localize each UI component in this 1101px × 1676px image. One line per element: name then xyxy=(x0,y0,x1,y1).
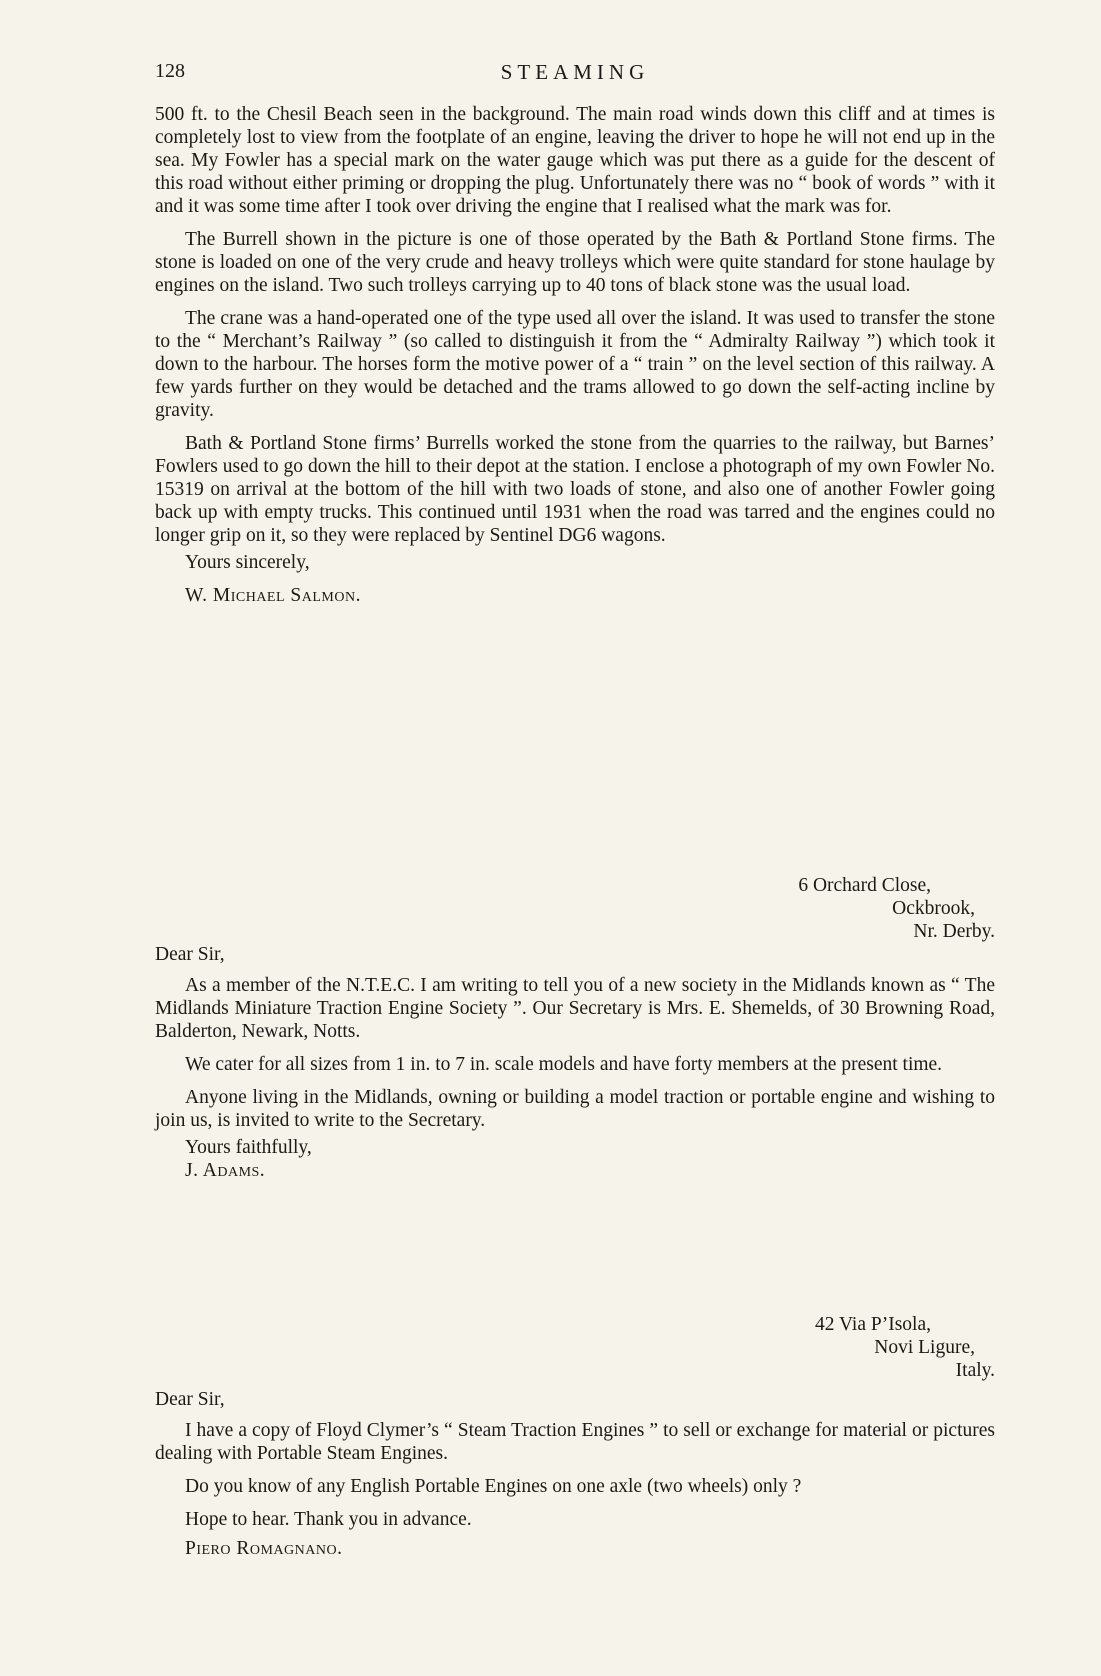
signature: W. Michael Salmon. xyxy=(185,585,361,606)
salutation: Dear Sir, xyxy=(155,944,225,965)
closing: Yours faithfully, xyxy=(185,1137,312,1158)
address-line: Novi Ligure, xyxy=(874,1337,975,1358)
paragraph: The Burrell shown in the picture is one of those operated by the Bath & Portland Stone firms. The stone is loaded on one of the very crude and heavy trolleys which were quite standard for stone haulage by engines on the island. Two such trolleys carrying up to 40 tons of black stone was the usual load. xyxy=(155,229,995,296)
page-header xyxy=(155,60,995,90)
closing: Yours sincerely, xyxy=(185,552,310,573)
paragraph: We cater for all sizes from 1 in. to 7 in. scale models and have forty members at the present time. xyxy=(185,1054,943,1075)
signature: Piero Romagnano. xyxy=(185,1538,343,1559)
address-line: 6 Orchard Close, xyxy=(798,875,931,896)
paragraph: I have a copy of Floyd Clymer’s “ Steam Traction Engines ” to sell or exchange for material or pictures dealing with Portable Steam Engines. xyxy=(155,1420,995,1464)
address-line: Ockbrook, xyxy=(892,898,975,919)
paragraph: As a member of the N.T.E.C. I am writing to tell you of a new society in the Midlands known as “ The Midlands Miniature Traction Engine Society ”. Our Secretary is Mrs. E. Shemelds, of 30 Browning Road, Balderton, Newark, Notts. xyxy=(155,975,995,1042)
letter-adams xyxy=(155,874,995,1182)
address-line: 42 Via P’Isola, xyxy=(814,1314,931,1335)
salutation: Dear Sir, xyxy=(155,1389,225,1410)
paragraph: Hope to hear. Thank you in advance. xyxy=(185,1509,472,1530)
address-line: Italy. xyxy=(955,1360,995,1381)
paragraph: 500 ft. to the Chesil Beach seen in the background. The main road winds down this cliff and at times is completely lost to view from the footplate of an engine, leaving the driver to hope he will not end up in the sea. My Fowler has a special mark on the water gauge which was put there as a guide for the descent of this road without either priming or dropping the plug. Unfortunately there was no “ book of words ” with it and it was some time after I took over driving the engine that I realised what the mark was for. xyxy=(155,104,995,217)
paragraph: Do you know of any English Portable Engines on one axle (two wheels) only ? xyxy=(185,1476,802,1497)
paragraph: Anyone living in the Midlands, owning or building a model traction or portable engine and wishing to join us, is invited to write to the Secretary. xyxy=(155,1087,995,1131)
signature: J. Adams. xyxy=(185,1160,266,1181)
page-number: 128 xyxy=(155,60,185,82)
running-title: STEAMING xyxy=(500,60,650,84)
letter-romagnano xyxy=(155,1313,995,1570)
letter-salmon xyxy=(155,103,995,617)
paragraph: Bath & Portland Stone firms’ Burrells worked the stone from the quarries to the railway, but Barnes’ Fowlers used to go down the hill to their depot at the station. I enclose a photograph of my own Fowler No. 15319 on arrival at the bottom of the hill with two loads of stone, and also one of another Fowler going back up with empty trucks. This continued until 1931 when the road was tarred and the engines could no longer grip on it, so they were replaced by Sentinel DG6 wagons. xyxy=(155,433,995,546)
paragraph: The crane was a hand-operated one of the type used all over the island. It was used to transfer the stone to the “ Merchant’s Railway ” (so called to distinguish it from the “ Admiralty Railway ”) which took it down to the harbour. The horses form the motive power of a “ train ” on the level section of this railway. A few yards further on they would be detached and the trams allowed to go down the self-acting incline by gravity. xyxy=(155,308,995,421)
address-line: Nr. Derby. xyxy=(913,921,995,942)
